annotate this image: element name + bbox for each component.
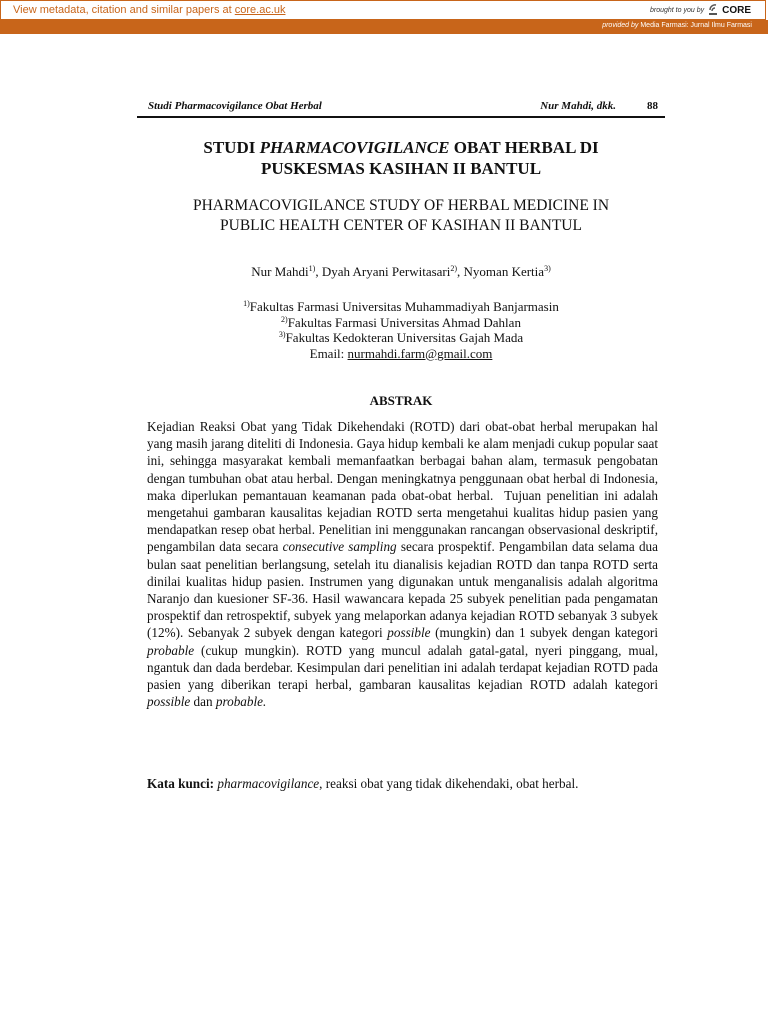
author-name: Nur Mahdi xyxy=(251,264,309,279)
running-authors: Nur Mahdi, dkk. xyxy=(540,100,616,112)
affiliation-line xyxy=(137,315,665,331)
core-metadata-link[interactable] xyxy=(13,4,286,16)
core-provider-bar xyxy=(0,20,768,34)
author-affil-marker: 2) xyxy=(450,264,458,273)
title-id-part2: OBAT HERBAL DI xyxy=(449,138,599,157)
affil-text: Fakultas Farmasi Universitas Muhammadiyah Banjarmasin xyxy=(249,299,559,314)
author-list xyxy=(137,264,665,280)
core-banner xyxy=(0,0,766,20)
affil-marker: 2) xyxy=(281,314,288,324)
affil-text: Fakultas Farmasi Universitas Ahmad Dahlan xyxy=(287,314,521,330)
abstract-text: (cukup mungkin). ROTD yang muncul adalah gatal-gatal, nyeri pinggang, mual, ngantuk dan dada berdebar. Kesimpulan dari penelitian ini adalah terdapat kejadian ROTD pada pasien yang diberikan terapi herbal, gambaran kausalitas kejadian ROTD adalah kategori xyxy=(147,642,658,693)
title-indonesian xyxy=(137,137,665,179)
abstract-italic: possible xyxy=(387,625,431,641)
keywords xyxy=(147,775,667,792)
affil-marker: 1) xyxy=(243,299,250,308)
title-id-line2: PUSKESMAS KASIHAN II BANTUL xyxy=(260,159,542,178)
abstract-text: dan xyxy=(190,694,216,710)
affil-text: Fakultas Kedokteran Universitas Gajah Mada xyxy=(285,330,524,345)
provided-by-text xyxy=(602,22,752,29)
affiliations xyxy=(137,299,665,361)
header-rule xyxy=(137,116,665,118)
core-brand-name: CORE xyxy=(722,4,751,16)
core-ac-uk-link[interactable]: core.ac.uk xyxy=(234,4,286,16)
email-line xyxy=(137,346,665,362)
email-label: Email: xyxy=(309,345,348,361)
affil-marker: 3) xyxy=(278,330,286,339)
keywords-label: Kata kunci: xyxy=(147,776,215,791)
author-name: Dyah Aryani Perwitasari xyxy=(321,264,451,279)
abstract-text: secara prospektif. Pengambilan data selama dua bulan saat penelitian berlangsung, setelah itu dianalisis kejadian ROTD dan tanpa ROTD serta dinilai kualitas hidup pasien. Instrumen yang digunakan untuk menganalisis adalah algoritma Naranjo dan kuesioner SF-36. Hasil wawancara kepada 25 subyek penelitian pada pengamatan prospektif dan retrospektif, subyek yang melaporkan adanya kejadian ROTD sebanyak 3 subyek (12%). Sebanyak 2 subyek dengan kategori xyxy=(147,539,658,641)
email-link[interactable]: nurmahdi.farm@gmail.com xyxy=(347,345,493,361)
author-separator: , xyxy=(315,264,322,279)
title-id-italic: PHARMACOVIGILANCE xyxy=(259,138,450,157)
affiliation-line xyxy=(137,299,665,315)
abstract-italic: possible xyxy=(147,694,191,710)
page-number: 88 xyxy=(647,100,658,112)
title-english xyxy=(137,196,665,236)
abstract-heading: ABSTRAK xyxy=(369,393,433,408)
title-en-line2: PUBLIC HEALTH CENTER OF KASIHAN II BANTUL xyxy=(220,217,582,234)
provider-name: Media Farmasi: Jurnal Ilmu Farmasi xyxy=(638,22,752,29)
abstract-text: (mungkin) dan 1 subyek dengan kategori xyxy=(430,625,658,641)
author-separator: , xyxy=(457,264,464,279)
author-affil-marker: 3) xyxy=(544,264,551,273)
core-link-prefix: View metadata, citation and similar papers at xyxy=(13,4,235,16)
abstract-italic: consecutive sampling xyxy=(282,539,397,555)
abstract-italic: probable. xyxy=(215,694,267,710)
abstract-body xyxy=(147,418,658,710)
title-en-line1: PHARMACOVIGILANCE STUDY OF HERBAL MEDICINE IN xyxy=(192,197,610,214)
author-name: Nyoman Kertia xyxy=(463,264,545,279)
keywords-italic: pharmacovigilance xyxy=(214,776,320,791)
core-logo-icon xyxy=(708,3,718,17)
keywords-text: , reaksi obat yang tidak dikehendaki, obat herbal. xyxy=(319,776,579,791)
running-title: Studi Pharmacovigilance Obat Herbal xyxy=(148,100,322,112)
provided-by-label: provided by xyxy=(602,22,639,29)
abstract-text: Kejadian Reaksi Obat yang Tidak Dikehendaki (ROTD) dari obat-obat herbal merupakan hal yang masih jarang diteliti di Indonesia. Gaya hidup kembali ke alam menjadi cukup popular saat ini, sehingga masyarakat kembali memanfaatkan berbagai bahan alam, termasuk pengobatan dengan tumbuhan obat atau herbal. Dengan meningkatnya penggunaan obat herbal di Indonesia, maka diperlukan pemantauan keamanan pada obat-obat herbal. Tujuan penelitian ini adalah mengetahui gambaran kausalitas kejadian ROTD serta mengetahui kualitas hidup pasien yang mendapatkan resep obat herbal. Penelitian ini menggunakan rancangan observasional deskriptif, pengambilan data secara xyxy=(147,419,658,555)
author-affil-marker: 1) xyxy=(308,264,316,273)
brought-to-you-label: brought to you by xyxy=(650,6,705,14)
affiliation-line xyxy=(137,330,665,346)
title-id-part1: STUDI xyxy=(203,138,260,157)
abstract-italic: probable xyxy=(147,642,195,658)
core-brand-area[interactable] xyxy=(650,3,751,17)
